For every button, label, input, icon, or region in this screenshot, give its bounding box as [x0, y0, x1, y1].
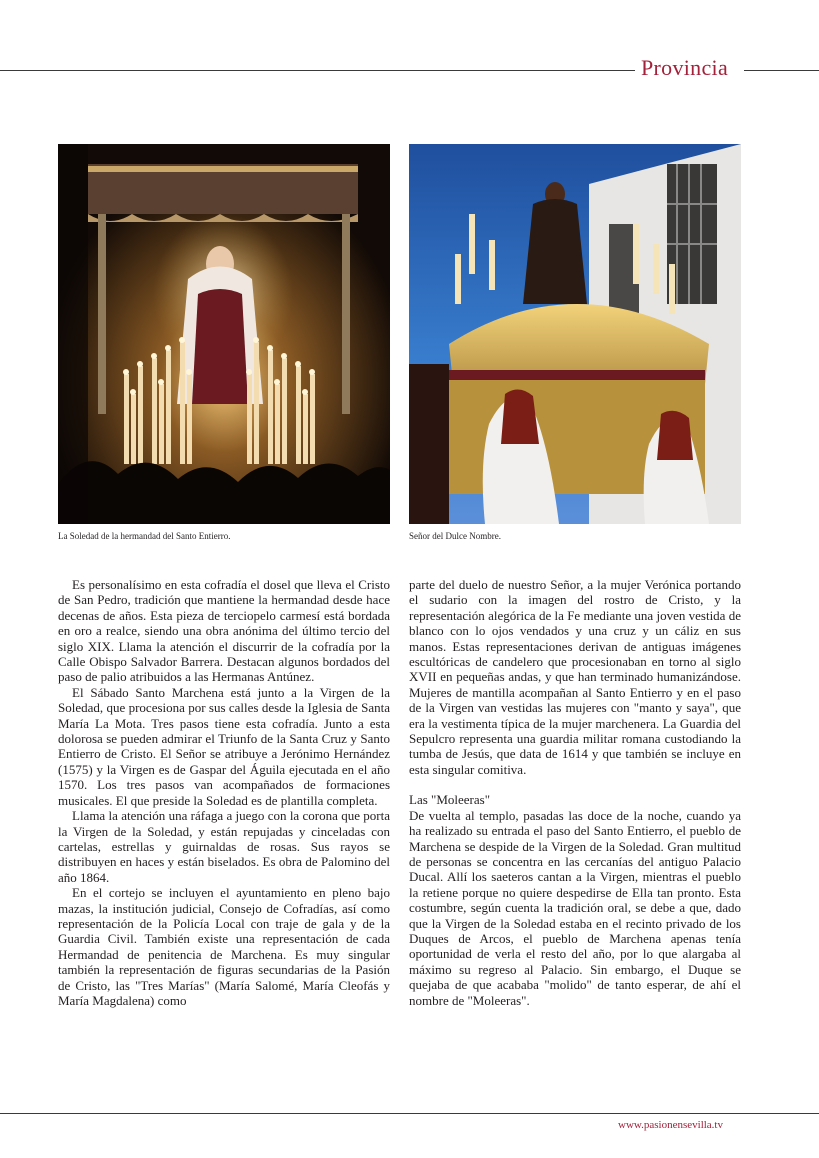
- footer-rule: [0, 1113, 819, 1114]
- photo-soledad: [58, 144, 390, 524]
- article-column-left: [58, 577, 390, 1008]
- article-paragraph: El Sábado Santo Marchena está junto a la Virgen de la Soledad, que procesiona por sus calles desde la Iglesia de Santa María La Mota. Tres pasos tiene esta cofradía. Junto a esta dolorosa se pueden admirar el Triunfo de la Santa Cruz y Santo Entierro de Cristo. El Señor se atribuye a Jerónimo Hernández (1575) y la Virgen es de Gaspar del Águila ejecutada en el año 1570. Los tres pasos van acompañados de formaciones musicales. El que preside la Soledad es de plantilla completa.: [58, 684, 390, 808]
- article-paragraph: parte del duelo de nuestro Señor, a la mujer Verónica portando el sudario con la imagen del rostro de Cristo, y la representación alegórica de la Fe mediante una joven vestida de blanco con lo ojos vendados y una cruz y un cáliz en sus manos. Estas representaciones derivan de antiguas imágenes escultóricas de candelero que procesionaban en torno al siglo XVII en pequeñas andas, y que han terminado humanizándose. Mujeres de mantilla acompañan al Santo Entierro y en el paso de la Virgen van vestidas las mujeres con "manto y saya", que era la vestimenta típica de la mujer marchenera. La Guardia del Sepulcro representa una guardia militar romana custodiando la tumba de Jesús, que data de 1614 y que también se incluye en esta singular comitiva.: [409, 577, 741, 777]
- header-rule-right: [744, 70, 819, 71]
- article-paragraph: Es personalísimo en esta cofradía el dosel que lleva el Cristo de San Pedro, tradición que mantiene la hermandad desde hace decenas de años. Esta pieza de terciopelo carmesí está bordada en oro a realce, siendo una obra anónima del último tercio del siglo XIX. Llama la atención el discurrir de la cofradía por la Calle Obispo Salvador Barrera. Destacan algunos bordados del paso de palio atribuidos a las Hermanas Antúnez.: [58, 577, 390, 685]
- article-paragraph: En el cortejo se incluyen el ayuntamiento en pleno bajo mazas, la institución judicial, Consejo de Cofradías, así como representación de la Policía Local con traje de gala y de la Guardia Civil. También existe una representación de cada Hermandad de penitencia de Marchena. Es muy singular también la representación de figuras secundarias de la Pasión de Cristo, las "Tres Marías" (María Salomé, María Cleofás y María Magdalena) como: [58, 885, 390, 1008]
- caption-soledad: La Soledad de la hermandad del Santo Entierro.: [58, 531, 231, 541]
- article-subheading: Las "Moleeras": [409, 792, 491, 808]
- article-paragraph: De vuelta al templo, pasadas las doce de la noche, cuando ya ha realizado su entrada el paso del Santo Entierro, el pueblo de Marchena se despide de la Virgen de la Soledad. Gran multitud de personas se concentra en las cercanías del antiguo Palacio Ducal. Allí los saeteros cantan a la Virgen, mientras el pueblo la retiene porque no quiere despedirse de Ella tan pronto. Esta costumbre, según cuenta la tradición oral, se debe a que, dado que la Virgen de la Soledad estaba en el recinto privado de los Duques de Arcos, el pueblo de Marchena apenas tenía oportunidad de verla el resto del año, por lo que alargaba al máximo su regreso al Palacio. Sin embargo, el Duque se quejaba de que acababa "molido" de tanto esperar, de ahí el nombre de "Moleeras".: [409, 807, 741, 1008]
- footer-url-link[interactable]: www.pasionensevilla.tv: [618, 1119, 723, 1131]
- article-column-right: [409, 577, 741, 1008]
- section-title: Provincia: [641, 55, 729, 80]
- article-paragraph: Llama la atención una ráfaga a juego con la corona que porta la Virgen de la Soledad, y están repujadas y cinceladas con cartelas, estrellas y guirnaldas de rosas. Sus rayos se distribuyen en haces y están biselados. Es obra de Palomino del año 1864.: [58, 808, 390, 885]
- header-rule-left: [0, 70, 635, 71]
- photo-dulce-nombre: [409, 144, 741, 524]
- caption-dulce-nombre: Señor del Dulce Nombre.: [409, 531, 501, 541]
